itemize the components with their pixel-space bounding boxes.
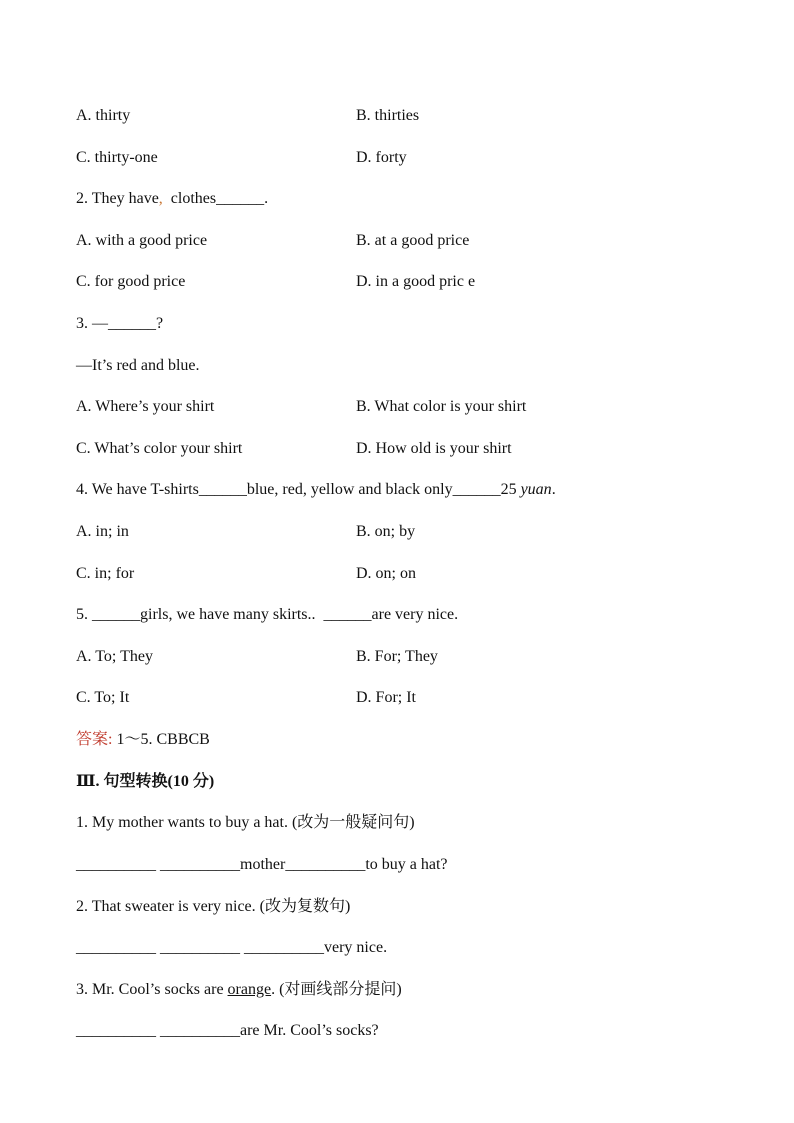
q3-stem: 3. —______?	[76, 315, 164, 332]
s3-prompt-start: 3. Mr. Cool’s socks are	[76, 981, 228, 998]
q2-option-d: D. in a good pric e	[356, 273, 476, 290]
s1-prompt: 1. My mother wants to buy a hat. (改为一般疑问句)	[76, 814, 415, 831]
q4-option-d: D. on; on	[356, 565, 416, 582]
q5-option-d: D. For; It	[356, 689, 416, 706]
section-3-title: Ⅲ. 句型转换(10 分)	[76, 773, 215, 790]
s3-prompt	[76, 980, 402, 1000]
q3-option-c: C. What’s color your shirt	[76, 440, 243, 457]
q4-option-a: A. in; in	[76, 523, 129, 540]
q4-option-b: B. on; by	[356, 523, 416, 540]
q4-stem-italic: yuan	[520, 481, 552, 498]
s2-prompt: 2. That sweater is very nice. (改为复数句)	[76, 898, 351, 915]
q3-option-d: D. How old is your shirt	[356, 440, 512, 457]
q1-option-b: B. thirties	[356, 107, 420, 124]
q4-stem	[76, 480, 556, 500]
q3-option-a: A. Where’s your shirt	[76, 398, 215, 415]
q1-option-d: D. forty	[356, 149, 407, 166]
answer-label: 答案	[76, 731, 109, 748]
q2-comma: ,	[158, 190, 163, 207]
q4-stem-text: 4. We have T-shirts______blue, red, yellow and black only______25	[76, 481, 521, 498]
q2-stem-end: clothes______.	[162, 190, 269, 207]
q1-option-a: A. thirty	[76, 107, 131, 124]
q2-stem	[76, 189, 268, 209]
q3-option-b: B. What color is your shirt	[356, 398, 527, 415]
q2-option-b: B. at a good price	[356, 232, 470, 249]
s3-underlined-word: orange	[227, 981, 272, 998]
q4-option-c: C. in; for	[76, 565, 135, 582]
answer-colon: :	[108, 731, 117, 748]
q5-stem: 5. ______girls, we have many skirts.. ______are very nice.	[76, 606, 459, 623]
answer-line	[76, 730, 210, 750]
q4-stem-end: .	[551, 481, 556, 498]
q2-option-a: A. with a good price	[76, 232, 208, 249]
q2-stem-start: 2. They have	[76, 190, 159, 207]
q1-option-c: C. thirty-one	[76, 149, 158, 166]
q5-option-a: A. To; They	[76, 648, 153, 665]
answer-text: 1～5. CBBCB	[116, 731, 210, 748]
s3-prompt-end: . (对画线部分提问)	[271, 981, 402, 998]
s3-blanks: __________ __________are Mr. Cool’s socks?	[76, 1022, 379, 1039]
q5-option-c: C. To; It	[76, 689, 130, 706]
q5-option-b: B. For; They	[356, 648, 438, 665]
s2-blanks: __________ __________ __________very nice.	[76, 939, 388, 956]
q3-reply: —It’s red and blue.	[76, 357, 200, 374]
s1-blanks: __________ __________mother__________to buy a hat?	[76, 856, 448, 873]
q2-option-c: C. for good price	[76, 273, 186, 290]
